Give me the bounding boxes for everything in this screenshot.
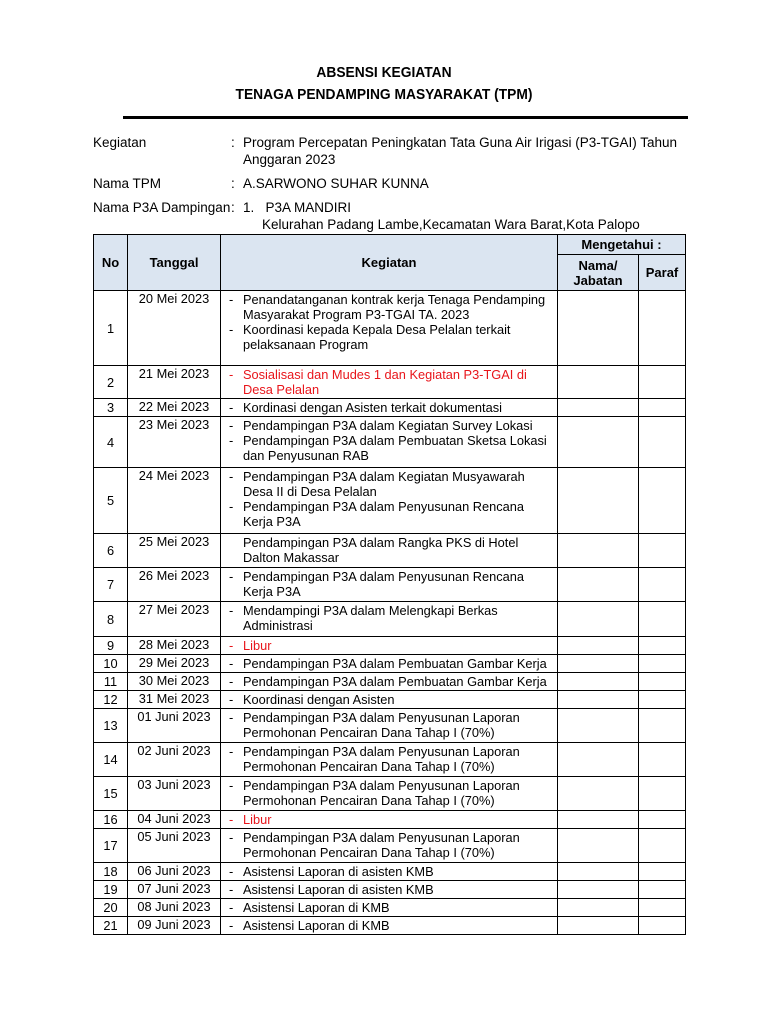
table-row (94, 673, 686, 691)
nama-p3a-label: Nama P3A Dampingan (93, 200, 231, 215)
paraf-cell[interactable] (639, 468, 686, 534)
table-row (94, 568, 686, 602)
row-date: 30 Mei 2023 (128, 673, 221, 691)
row-date: 29 Mei 2023 (128, 655, 221, 673)
row-date: 04 Juni 2023 (128, 811, 221, 829)
nama-jabatan-cell[interactable] (558, 602, 639, 637)
bullet-dash: - (229, 469, 234, 484)
bullet-dash: - (229, 674, 234, 689)
row-kegiatan (221, 709, 558, 743)
kegiatan-text: Pendampingan P3A dalam Rangka PKS di Hotel Dalton Makassar (243, 535, 519, 565)
kegiatan-text: Sosialisasi dan Mudes 1 dan Kegiatan P3-TGAI di Desa Pelalan (243, 367, 527, 397)
paraf-cell[interactable] (639, 399, 686, 417)
row-kegiatan (221, 655, 558, 673)
kegiatan-item (229, 499, 553, 529)
bullet-dash: - (229, 367, 234, 382)
nama-jabatan-cell[interactable] (558, 743, 639, 777)
paraf-cell[interactable] (639, 811, 686, 829)
document-title: ABSENSI KEGIATAN (316, 64, 452, 81)
bullet-dash: - (229, 292, 234, 307)
table-row (94, 917, 686, 935)
row-kegiatan (221, 811, 558, 829)
row-number: 17 (94, 829, 128, 863)
paraf-cell[interactable] (639, 637, 686, 655)
row-number: 10 (94, 655, 128, 673)
nama-jabatan-cell[interactable] (558, 863, 639, 881)
row-date: 03 Juni 2023 (128, 777, 221, 811)
kegiatan-text: Pendampingan P3A dalam Penyusunan Laporan Permohonan Pencairan Dana Tahap I (70%) (243, 744, 520, 774)
bullet-dash: - (229, 638, 234, 653)
nama-jabatan-cell[interactable] (558, 291, 639, 366)
kegiatan-item (229, 322, 553, 352)
kegiatan-value-continued: Anggaran 2023 (243, 152, 336, 167)
kegiatan-text: Koordinasi dengan Asisten (243, 692, 395, 707)
row-kegiatan (221, 468, 558, 534)
table-row (94, 655, 686, 673)
row-kegiatan (221, 366, 558, 399)
bullet-dash: - (229, 778, 234, 793)
header-mengetahui: Mengetahui : (558, 235, 686, 255)
row-kegiatan (221, 399, 558, 417)
kegiatan-item (229, 674, 553, 689)
row-date: 31 Mei 2023 (128, 691, 221, 709)
title-divider (123, 116, 688, 119)
nama-tpm-value: A.SARWONO SUHAR KUNNA (243, 176, 429, 191)
kegiatan-item (229, 882, 553, 897)
table-row (94, 291, 686, 366)
table-row (94, 468, 686, 534)
bullet-dash: - (229, 918, 234, 933)
kegiatan-item (229, 569, 553, 599)
row-kegiatan (221, 863, 558, 881)
nama-jabatan-cell[interactable] (558, 917, 639, 935)
paraf-cell[interactable] (639, 366, 686, 399)
bullet-dash: - (229, 830, 234, 845)
nama-jabatan-cell[interactable] (558, 399, 639, 417)
kegiatan-text: Pendampingan P3A dalam Penyusunan Laporan Permohonan Pencairan Dana Tahap I (70%) (243, 830, 520, 860)
row-number: 16 (94, 811, 128, 829)
table-row (94, 743, 686, 777)
kegiatan-item (229, 433, 553, 463)
nama-jabatan-cell[interactable] (558, 899, 639, 917)
kegiatan-text: Pendampingan P3A dalam Pembuatan Gambar Kerja (243, 674, 547, 689)
table-row (94, 829, 686, 863)
kegiatan-text: Pendampingan P3A dalam Kegiatan Musyawarah Desa II di Desa Pelalan (243, 469, 525, 499)
kegiatan-item (229, 638, 553, 653)
kegiatan-colon: : (231, 135, 235, 150)
row-number: 2 (94, 366, 128, 399)
kegiatan-text: Mendampingi P3A dalam Melengkapi Berkas Administrasi (243, 603, 498, 633)
kegiatan-item (229, 830, 553, 860)
row-date: 23 Mei 2023 (128, 417, 221, 468)
row-date: 05 Juni 2023 (128, 829, 221, 863)
kegiatan-text: Libur (243, 812, 272, 827)
table-row (94, 881, 686, 899)
row-number: 18 (94, 863, 128, 881)
table-row (94, 637, 686, 655)
bullet-dash: - (229, 433, 234, 448)
kegiatan-text: Pendampingan P3A dalam Penyusunan Rencana Kerja P3A (243, 499, 525, 529)
kegiatan-text: Asistensi Laporan di asisten KMB (243, 882, 434, 897)
bullet-dash: - (229, 812, 234, 827)
nama-jabatan-cell[interactable] (558, 881, 639, 899)
kegiatan-item (229, 744, 553, 774)
paraf-cell[interactable] (639, 655, 686, 673)
bullet-dash: - (229, 744, 234, 759)
bullet-dash (229, 535, 243, 565)
paraf-cell[interactable] (639, 417, 686, 468)
row-number: 5 (94, 468, 128, 534)
bullet-dash: - (229, 864, 234, 879)
paraf-cell[interactable] (639, 743, 686, 777)
table-row (94, 602, 686, 637)
kegiatan-text: Asistensi Laporan di KMB (243, 918, 390, 933)
header-no: No (94, 235, 128, 291)
nama-jabatan-cell[interactable] (558, 655, 639, 673)
paraf-cell[interactable] (639, 602, 686, 637)
paraf-cell[interactable] (639, 673, 686, 691)
row-number: 4 (94, 417, 128, 468)
bullet-dash: - (229, 900, 234, 915)
bullet-dash: - (229, 322, 234, 337)
kegiatan-item (229, 367, 553, 397)
row-date: 28 Mei 2023 (128, 637, 221, 655)
row-kegiatan (221, 291, 558, 366)
table-row (94, 899, 686, 917)
row-kegiatan (221, 417, 558, 468)
nama-jabatan-cell[interactable] (558, 568, 639, 602)
row-number: 3 (94, 399, 128, 417)
row-kegiatan (221, 691, 558, 709)
row-kegiatan (221, 602, 558, 637)
row-kegiatan (221, 673, 558, 691)
kegiatan-item (229, 400, 553, 415)
table-row (94, 366, 686, 399)
kegiatan-item (229, 535, 553, 565)
bullet-dash: - (229, 603, 234, 618)
kegiatan-text: Asistensi Laporan di KMB (243, 900, 390, 915)
kegiatan-item (229, 778, 553, 808)
row-kegiatan (221, 777, 558, 811)
kegiatan-value: Program Percepatan Peningkatan Tata Guna Air Irigasi (P3-TGAI) Tahun (243, 135, 677, 150)
row-kegiatan (221, 899, 558, 917)
kegiatan-text: Libur (243, 638, 272, 653)
nama-tpm-label: Nama TPM (93, 176, 162, 191)
nama-jabatan-cell[interactable] (558, 811, 639, 829)
kegiatan-text: Koordinasi kepada Kepala Desa Pelalan terkait pelaksanaan Program (243, 322, 511, 352)
row-date: 21 Mei 2023 (128, 366, 221, 399)
row-number: 9 (94, 637, 128, 655)
paraf-cell[interactable] (639, 534, 686, 568)
nama-p3a-value: 1. P3A MANDIRI (243, 200, 352, 215)
paraf-cell[interactable] (639, 709, 686, 743)
row-date: 25 Mei 2023 (128, 534, 221, 568)
kegiatan-text: Pendampingan P3A dalam Pembuatan Gambar Kerja (243, 656, 547, 671)
header-kegiatan: Kegiatan (221, 235, 558, 291)
row-date: 08 Juni 2023 (128, 899, 221, 917)
row-number: 19 (94, 881, 128, 899)
document-subtitle: TENAGA PENDAMPING MASYARAKAT (TPM) (235, 86, 533, 103)
row-number: 7 (94, 568, 128, 602)
kegiatan-item (229, 603, 553, 633)
row-date: 07 Juni 2023 (128, 881, 221, 899)
row-kegiatan (221, 568, 558, 602)
row-kegiatan (221, 917, 558, 935)
row-date: 01 Juni 2023 (128, 709, 221, 743)
table-row (94, 399, 686, 417)
nama-jabatan-cell[interactable] (558, 534, 639, 568)
row-number: 13 (94, 709, 128, 743)
paraf-cell[interactable] (639, 881, 686, 899)
paraf-cell[interactable] (639, 863, 686, 881)
kegiatan-text: Pendampingan P3A dalam Penyusunan Rencana Kerja P3A (243, 569, 525, 599)
table-row (94, 417, 686, 468)
kegiatan-item (229, 692, 553, 707)
row-number: 8 (94, 602, 128, 637)
kegiatan-text: Kordinasi dengan Asisten terkait dokumentasi (243, 400, 502, 415)
table-row (94, 863, 686, 881)
row-kegiatan (221, 829, 558, 863)
header-tanggal: Tanggal (128, 235, 221, 291)
table-row (94, 811, 686, 829)
paraf-cell[interactable] (639, 568, 686, 602)
paraf-cell[interactable] (639, 691, 686, 709)
row-date: 24 Mei 2023 (128, 468, 221, 534)
row-number: 1 (94, 291, 128, 366)
kegiatan-text: Penandatanganan kontrak kerja Tenaga Pendamping Masyarakat Program P3-TGAI TA. 2023 (243, 292, 546, 322)
nama-p3a-colon: : (231, 200, 235, 215)
kegiatan-item (229, 656, 553, 671)
kegiatan-item (229, 918, 553, 933)
kegiatan-label: Kegiatan (93, 135, 147, 150)
bullet-dash: - (229, 569, 234, 584)
bullet-dash: - (229, 400, 234, 415)
row-number: 21 (94, 917, 128, 935)
table-row (94, 709, 686, 743)
kegiatan-text: Pendampingan P3A dalam Kegiatan Survey Lokasi (243, 418, 533, 433)
row-date: 27 Mei 2023 (128, 602, 221, 637)
row-number: 14 (94, 743, 128, 777)
header-paraf: Paraf (639, 255, 686, 291)
paraf-cell[interactable] (639, 899, 686, 917)
row-date: 26 Mei 2023 (128, 568, 221, 602)
row-kegiatan (221, 637, 558, 655)
kegiatan-text: Pendampingan P3A dalam Penyusunan Laporan Permohonan Pencairan Dana Tahap I (70%) (243, 710, 520, 740)
nama-jabatan-cell[interactable] (558, 637, 639, 655)
bullet-dash: - (229, 692, 234, 707)
nama-jabatan-cell[interactable] (558, 673, 639, 691)
paraf-cell[interactable] (639, 291, 686, 366)
row-kegiatan (221, 881, 558, 899)
row-date: 20 Mei 2023 (128, 291, 221, 366)
bullet-dash: - (229, 418, 234, 433)
kegiatan-text: Asistensi Laporan di asisten KMB (243, 864, 434, 879)
paraf-cell[interactable] (639, 917, 686, 935)
kegiatan-item (229, 469, 553, 499)
row-number: 6 (94, 534, 128, 568)
kegiatan-item (229, 900, 553, 915)
table-row (94, 777, 686, 811)
row-number: 12 (94, 691, 128, 709)
row-kegiatan (221, 534, 558, 568)
kegiatan-item (229, 292, 553, 322)
nama-jabatan-cell[interactable] (558, 829, 639, 863)
kegiatan-item (229, 418, 553, 433)
nama-jabatan-cell[interactable] (558, 468, 639, 534)
bullet-dash: - (229, 882, 234, 897)
header-nama-jabatan: Nama/ Jabatan (558, 255, 639, 291)
nama-tpm-colon: : (231, 176, 235, 191)
nama-jabatan-cell[interactable] (558, 366, 639, 399)
row-kegiatan (221, 743, 558, 777)
bullet-dash: - (229, 499, 234, 514)
paraf-cell[interactable] (639, 829, 686, 863)
row-date: 22 Mei 2023 (128, 399, 221, 417)
bullet-dash: - (229, 710, 234, 725)
bullet-dash: - (229, 656, 234, 671)
row-number: 11 (94, 673, 128, 691)
attendance-table (93, 234, 686, 935)
row-number: 20 (94, 899, 128, 917)
nama-jabatan-cell[interactable] (558, 691, 639, 709)
table-row (94, 691, 686, 709)
paraf-cell[interactable] (639, 777, 686, 811)
kegiatan-text: Pendampingan P3A dalam Penyusunan Laporan Permohonan Pencairan Dana Tahap I (70%) (243, 778, 520, 808)
kegiatan-item (229, 864, 553, 879)
p3a-location: Kelurahan Padang Lambe,Kecamatan Wara Barat,Kota Palopo (262, 217, 640, 232)
nama-jabatan-cell[interactable] (558, 777, 639, 811)
nama-jabatan-cell[interactable] (558, 709, 639, 743)
table-row (94, 534, 686, 568)
kegiatan-text: Pendampingan P3A dalam Pembuatan Sketsa Lokasi dan Penyusunan RAB (243, 433, 547, 463)
kegiatan-item (229, 812, 553, 827)
row-number: 15 (94, 777, 128, 811)
row-date: 06 Juni 2023 (128, 863, 221, 881)
kegiatan-item (229, 710, 553, 740)
row-date: 02 Juni 2023 (128, 743, 221, 777)
nama-jabatan-cell[interactable] (558, 417, 639, 468)
row-date: 09 Juni 2023 (128, 917, 221, 935)
